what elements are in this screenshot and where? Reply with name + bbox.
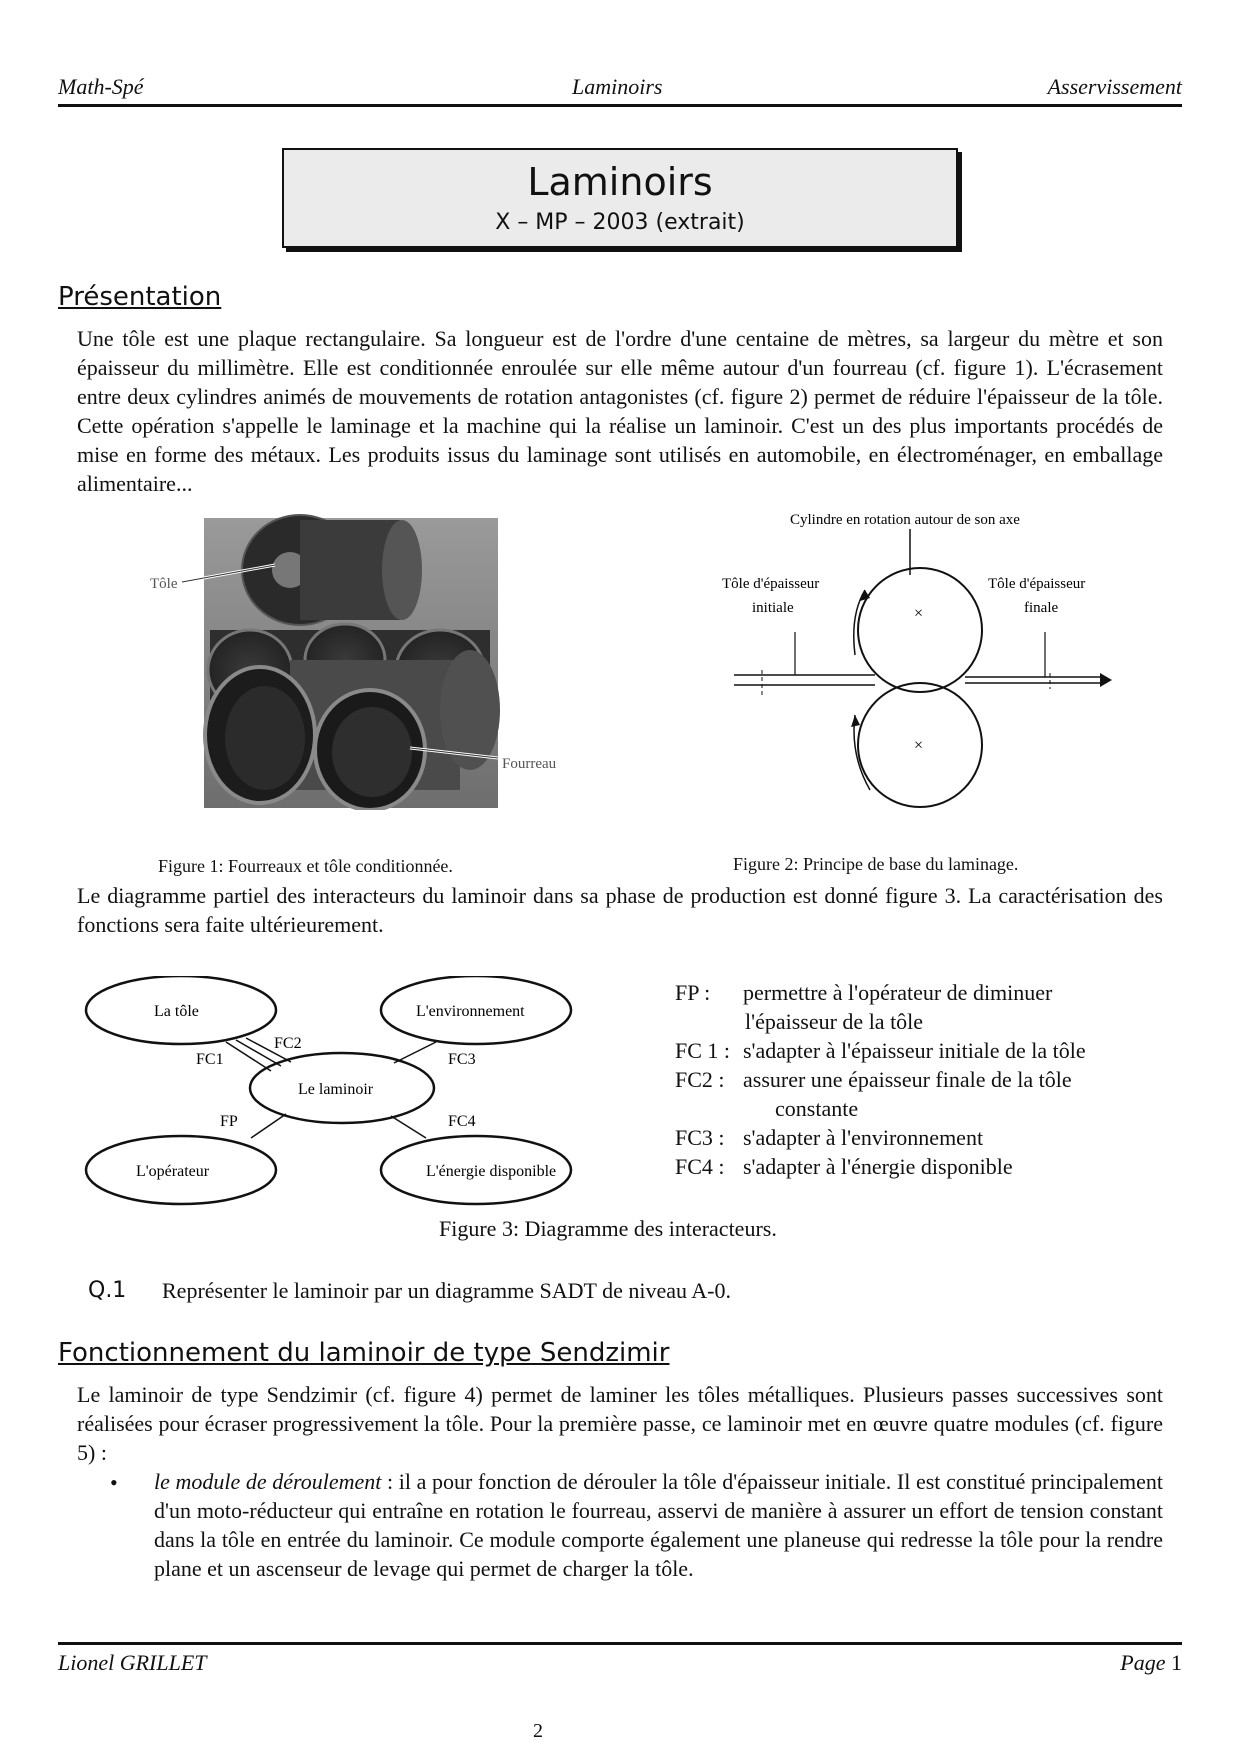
function-text: assurer une épaisseur finale de la tôle [743, 1067, 1072, 1092]
figure2-label-left-2: initiale [752, 600, 794, 616]
link-fc3-label: FC3 [448, 1051, 476, 1068]
function-fc3 [675, 1123, 1175, 1152]
node-laminoir-label: Le laminoir [298, 1081, 374, 1098]
functions-list [675, 978, 1175, 1181]
function-text: permettre à l'opérateur de diminuer [743, 980, 1053, 1005]
figure2-label-left-1: Tôle d'épaisseur [722, 576, 820, 592]
function-code: FC3 : [675, 1125, 725, 1150]
link-fp-label: FP [220, 1113, 238, 1130]
function-code: FC2 : [675, 1067, 725, 1092]
figure2-diagram [700, 505, 1130, 845]
figure1-label-fourreau: Fourreau [502, 756, 557, 772]
title-box [282, 148, 958, 248]
function-code: FC 1 : [675, 1038, 731, 1063]
figure2-axis-bottom: × [914, 737, 924, 754]
function-fc2 [675, 1065, 1175, 1094]
function-fc1 [675, 1036, 1175, 1065]
header-rule [58, 104, 1182, 107]
function-text: s'adapter à l'épaisseur initiale de la tôle [743, 1038, 1086, 1063]
bullet-term: le module de déroulement [154, 1469, 382, 1494]
figure2-label-top: Cylindre en rotation autour de son axe [790, 512, 1020, 528]
figure3-caption: Figure 3: Diagramme des interacteurs. [439, 1216, 777, 1241]
link-fc2-label: FC2 [274, 1035, 302, 1052]
figure2-label-right-1: Tôle d'épaisseur [988, 576, 1086, 592]
figure2-axis-top: × [914, 605, 924, 622]
function-code: FC4 : [675, 1154, 725, 1179]
presentation-text: Une tôle est une plaque rectangulaire. Sa longueur est de l'ordre d'une centaine de mètres, sa largeur du mètre et son épaisseur du millimètre. Elle est conditionnée enroulée sur elle même autour d'un fourreau (cf. figure 1). L'écrasement entre deux cylindres animés de mouvements de rotation antagonistes (cf. figure 2) permet de réduire l'épaisseur de la tôle. Cette opération s'appelle le laminage et la machine qui la réalise un laminoir. C'est un des plus importants procédés de mise en forme des métaux. Les produits issus du laminage sont utilisés en automobile, en électroménager, en emballage alimentaire... [77, 326, 1163, 496]
figure1-photo [140, 510, 580, 810]
figure2-label-right-2: finale [1024, 600, 1059, 616]
node-env-label: L'environnement [416, 1003, 525, 1020]
bullet-item [154, 1467, 1163, 1583]
figure2-caption: Figure 2: Principe de base du laminage. [733, 854, 1019, 874]
header-right: Asservissement [1047, 74, 1182, 99]
interactor-paragraph [77, 881, 1163, 939]
function-fp-cont: l'épaisseur de la tôle [745, 1009, 924, 1034]
question-text: Représenter le laminoir par un diagramme SADT de niveau A-0. [162, 1278, 731, 1303]
footer-author: Lionel GRILLET [58, 1650, 207, 1675]
footer-rule [58, 1642, 1182, 1645]
link-fc4-label: FC4 [448, 1113, 476, 1130]
section-heading-sendzimir: Fonctionnement du laminoir de type Sendzimir [58, 1338, 670, 1368]
sendzimir-text: Le laminoir de type Sendzimir (cf. figure 4) permet de laminer les tôles métalliques. Plusieurs passes successives sont réalisées pour écraser progressivement la tôle. Pour la première passe, ce laminoir met en œuvre quatre modules (cf. figure 5) : [77, 1382, 1163, 1465]
presentation-paragraph [77, 324, 1163, 498]
node-operateur-label: L'opérateur [136, 1163, 210, 1180]
figure1-label-tole: Tôle [150, 576, 178, 592]
link-fc1-label: FC1 [196, 1051, 224, 1068]
node-energie-label: L'énergie disponible [426, 1163, 557, 1180]
question-label: Q.1 [88, 1278, 127, 1303]
bottom-page-number: 2 [533, 1720, 543, 1742]
figure1-caption: Figure 1: Fourreaux et tôle conditionnée. [158, 856, 453, 876]
node-tole-label: La tôle [154, 1003, 199, 1020]
header-center: Laminoirs [572, 74, 663, 99]
figure3-diagram [76, 976, 616, 1206]
bullet-text: : il a pour fonction de dérouler la tôle d'épaisseur initiale. Il est constitué principalement d'un moto-réducteur qui entraîne en rotation le fourreau, asservi de manière à assurer un effort de tension constant dans la tôle en entrée du laminoir. Ce module comporte également une planeuse qui redresse la tôle pour la rendre plane et un ascenseur de levage qui permet de charger la tôle. [154, 1469, 1163, 1581]
function-fp [675, 978, 1175, 1007]
section-heading-presentation: Présentation [58, 282, 222, 312]
sendzimir-paragraph [77, 1380, 1163, 1467]
document-title: Laminoirs [527, 160, 713, 204]
bullet-dot: • [110, 1470, 118, 1495]
footer-page-label: Page [1120, 1650, 1166, 1675]
interactor-text: Le diagramme partiel des interacteurs du laminoir dans sa phase de production est donné figure 3. La caractérisation des fonctions sera faite ultérieurement. [77, 883, 1163, 937]
function-fc2-cont: constante [775, 1096, 859, 1121]
function-fc4 [675, 1152, 1175, 1181]
document-subtitle: X – MP – 2003 (extrait) [495, 210, 745, 235]
function-text: s'adapter à l'environnement [743, 1125, 984, 1150]
function-text: s'adapter à l'énergie disponible [743, 1154, 1013, 1179]
function-code: FP : [675, 980, 711, 1005]
footer-page [1120, 1650, 1182, 1676]
header-left: Math-Spé [58, 74, 144, 99]
footer-page-number: 1 [1171, 1650, 1182, 1675]
